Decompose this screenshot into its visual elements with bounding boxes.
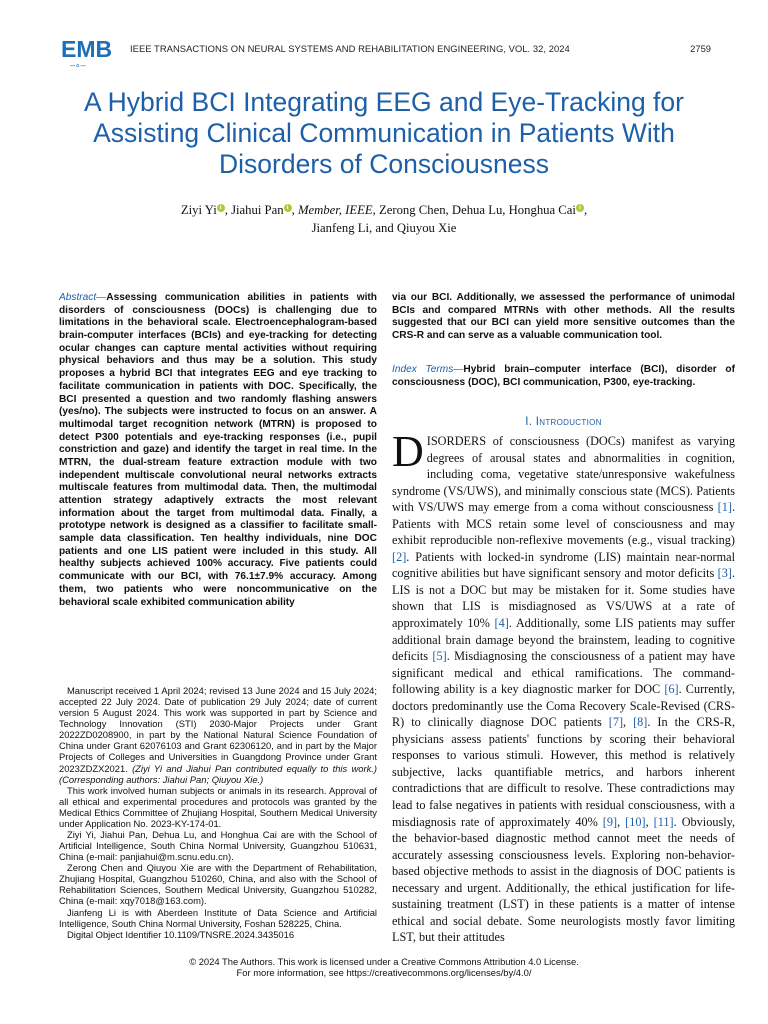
emb-logo xyxy=(61,38,119,68)
section-title: Introduction xyxy=(535,416,602,428)
emb-logo-mark-icon: –∘– xyxy=(70,60,86,70)
footnote-affiliation: Jianfeng Li is with Aberdeen Institute of Data Science and Artificial Intelligence, South China Normal University, Foshan 528225, China. xyxy=(59,906,377,929)
orcid-icon[interactable]: i xyxy=(576,204,584,212)
intro-text: ISORDERS of consciousness (DOCs) manifest as varying degrees of arousal states and abnormalities in cognition, including coma, vegetative state/unresponsive wakefulness syndrome (VS/UWS), and minimally conscious state (MCS). Patients with VS/UWS may emerge from a coma without consciousness xyxy=(392,434,735,515)
drop-cap: D xyxy=(392,427,424,476)
footnote-ethics: This work involved human subjects or animals in its research. Approval of all ethical and experimental procedures and protocols was granted by the Medical Ethics Committee of Zhujiang Hospital, Southern Medical University under Application No. 2023-KY-174-01. xyxy=(59,784,377,829)
license-footer xyxy=(40,956,728,978)
section-number: I. xyxy=(525,416,533,428)
abstract-label: Abstract— xyxy=(59,292,107,303)
page-number: 2759 xyxy=(690,43,711,54)
license-link[interactable]: For more information, see https://creativecommons.org/licenses/by/4.0/ xyxy=(236,967,532,978)
citation-link[interactable]: [8] xyxy=(633,715,648,730)
index-terms xyxy=(392,364,735,389)
citation-link[interactable]: [10] xyxy=(625,814,646,829)
abstract-continued: via our BCI. Additionally, we assessed the performance of unimodal BCIs and compared MTRNs with other methods. All the results suggested that our BCI can yield more sensitive outcomes than the CRS-R and can serve as a valuable communication tool. xyxy=(392,292,735,342)
citation-link[interactable]: [11] xyxy=(653,814,674,829)
intro-text: . Patients with MCS retain some level of consciousness and may exhibit reproducible non-reflexive movements (e.g., visual tracking) xyxy=(392,500,735,548)
author-name: Ziyi Yi xyxy=(180,203,217,217)
abstract xyxy=(59,292,377,609)
index-terms-body: Hybrid brain–computer interface (BCI), disorder of consciousness (DOC), BCI communication, P300, eye-tracking. xyxy=(392,364,735,388)
intro-text: . Currently, doctors predominantly use the Coma Recovery Scale-Revised (CRS-R) to clinically diagnose DOC patients xyxy=(392,682,736,730)
author-name: Jiahui Pan xyxy=(231,203,284,217)
footnote-doi: Digital Object Identifier 10.1109/TNSRE.2024.3435016 xyxy=(67,928,295,940)
section-heading xyxy=(392,416,735,428)
intro-text: , xyxy=(645,814,654,829)
footnote-affiliation: Ziyi Yi, Jiahui Pan, Dehua Lu, and Honghua Cai are with the School of Artificial Intelligence, South China Normal University, Guangzhou 510631, China (e-mail: panjiahui@m.scnu.edu.cn). xyxy=(59,829,377,863)
intro-text: . Obviously, the behavior-based diagnostic method cannot meet the needs of accurately assessing consciousness levels. Exploring non-behavior-based objective methods to assist in the diagnosis of DOC patients is necessary and urgent. Additionally, the ethical justification for life-sustaining treatment (LST) in these patients is a matter of intense ethical and social debate. Some neurologists mostly favor limiting LST, but their attitudes xyxy=(392,814,736,945)
footnote-text: Manuscript received 1 April 2024; revised 13 June 2024 and 15 July 2024; accepted 22 July 2024. Date of publication 29 July 2024; date of current version 5 August 2024. This work was supported in part by Science and Technology Innovation (STI) 2030-Major Projects under Grant 2022ZD0208900, in part by the National Natural Science Foundation of China under Grant 62076103 and Grant 62306120, and in part by the Major Projects of Colleges and Universities in Guangdong Province under Grant 2023ZDZX2021. xyxy=(59,685,377,774)
index-terms-label: Index Terms— xyxy=(392,364,464,375)
orcid-icon[interactable]: i xyxy=(217,204,225,212)
citation-link[interactable]: [1] xyxy=(717,500,732,515)
author-list: Ziyi Yi i , Jiahui Pan i , Member, IEEE, Zerong Chen, Dehua Lu, Honghua Cai i , Jianfeng Li, and Qiuyou Xie xyxy=(180,203,588,235)
license-line: © 2024 The Authors. This work is licensed under a Creative Commons Attribution 4.0 License. xyxy=(189,956,579,967)
author-membership: Member, IEEE xyxy=(297,203,373,217)
citation-link[interactable]: [9] xyxy=(602,814,618,829)
intro-text: , xyxy=(623,715,634,730)
intro-text: . LIS is not a DOC but may be mistaken for it. Some studies have shown that LIS is misdiagnosed as VS/UWS at a rate of approximately 10% xyxy=(392,566,735,631)
footnote-italic: (Ziyi Yi and Jiahui Pan contributed equally to this work.) (Corresponding authors: Jiahui Pan; Qiuyou Xie.) xyxy=(59,762,377,785)
citation-link[interactable]: [2] xyxy=(392,549,407,564)
footnotes xyxy=(59,685,377,940)
citation-link[interactable]: [4] xyxy=(494,616,509,631)
author-names: Jianfeng Li, and Qiuyou Xie xyxy=(311,221,457,235)
author-names: , Zerong Chen, Dehua Lu, Honghua Cai xyxy=(372,203,576,217)
intro-text: , xyxy=(617,814,626,829)
citation-link[interactable]: [3] xyxy=(717,566,732,581)
paper-title: A Hybrid BCI Integrating EEG and Eye-Tracking for Assisting Clinical Communication in Patients With Disorders of Consciousness xyxy=(84,87,684,179)
footnote-manuscript xyxy=(59,685,377,785)
citation-link[interactable]: [5] xyxy=(432,649,447,664)
intro-text: . In the CRS-R, physicians assess patients' functions by scoring their behavioral responses to various stimuli. However, this method is relatively subjective, lacks quantifiable metrics, and harbors inherent contradictions that are difficult to resolve. These contradictions may lead to false negatives in patients with residual consciousness, with a misdiagnosis rate of approximately 40% xyxy=(392,715,736,829)
footnote-affiliation: Zerong Chen and Qiuyou Xie are with the Department of Rehabilitation, Zhujiang Hospital, Guangzhou 510260, China, and also with the School of Rehabilitation Sciences, Southern Medical University, Guangzhou 510282, China (e-mail: xqy7018@163.com). xyxy=(59,862,377,907)
citation-link[interactable]: [6] xyxy=(664,682,679,697)
intro-text: . Misdiagnosing the consciousness of a patient may have significant medical and ethical ramifications. The command-following ability is a key diagnostic marker for DOC xyxy=(392,649,736,697)
orcid-icon[interactable]: i xyxy=(284,204,292,212)
emb-logo-text: EMB xyxy=(61,36,113,62)
intro-text: . Patients with locked-in syndrome (LIS) maintain near-normal cognitive abilities but have significant sensory and motor deficits xyxy=(392,549,735,581)
abstract-body: Assessing communication abilities in patients with disorders of consciousness (DOCs) is challenging due to limitations in the behavioral scale. Electroencephalogram-based brain-computer interfaces (BCIs) and eye-tracking for detecting ocular changes can capture mental activities without requiring physical behaviors and thus may be a solution. This study proposes a hybrid BCI that integrates EEG and eye tracking to facilitate communication in patients with DOC. Specifically, the BCI presented a question and two randomly flashing answers (yes/no). The subjects were instructed to focus on an answer. A multimodal target recognition network (MTRN) is proposed to detect P300 potentials and eye-tracking responses (i.e., pupil constriction and gaze) and identify the target in real time. In the MTRN, the dual-stream feature extraction module with two independent multiscale convolutional neural networks extracts multiscale features from multimodal data. Then, the multimodal attention strategy adaptively extracts the most relevant information about the target from multimodal data. Finally, a prototype network is designed as a classifier to facilitate small-sample data classification. Ten healthy individuals, nine DOC patients and one LIS patient were included in this study. All healthy subjects achieved 100% accuracy. Five patients could communicate with our BCI, with 76.1±7.9% accuracy. Among them, two patients who were noncommunicative on the behavioral scale exhibited communication ability xyxy=(59,292,377,608)
introduction-body xyxy=(392,427,736,946)
journal-header: IEEE TRANSACTIONS ON NEURAL SYSTEMS AND REHABILITATION ENGINEERING, VOL. 32, 2024 xyxy=(130,43,570,54)
citation-link[interactable]: [7] xyxy=(608,715,624,730)
intro-text: . Additionally, some LIS patients may suffer additional brain damage beyond the brainstem, leading to cognitive deficits xyxy=(392,616,735,664)
